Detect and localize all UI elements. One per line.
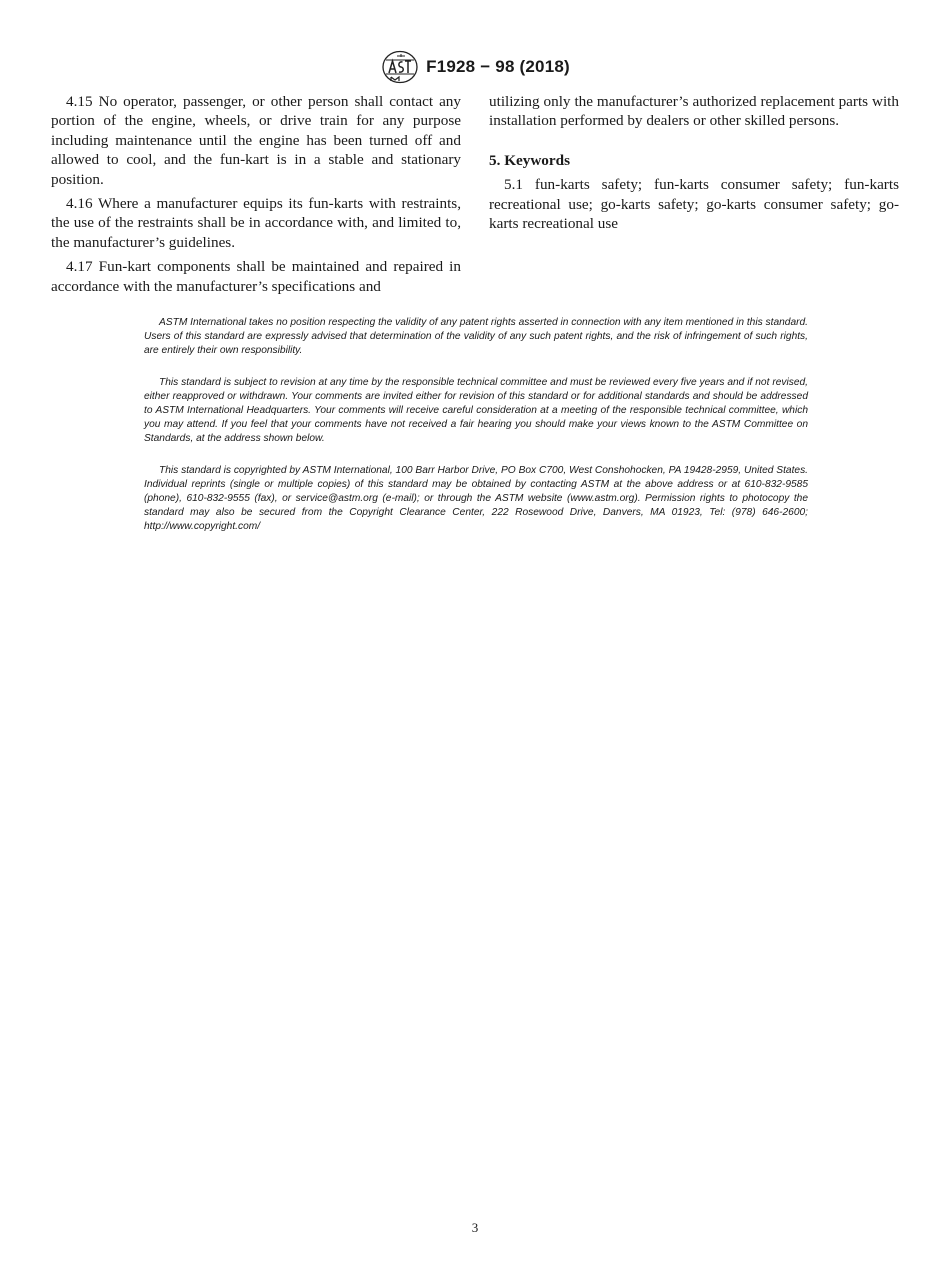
revision-notice: This standard is subject to revision at any time by the responsible technical committee and must be reviewed every five years and if not revised, either reapproved or withdrawn. Your comments are invited either for revision of this standard or for additional standards and should be addressed to ASTM International Headquarters. Your comments will receive careful consideration at a meeting of the responsible technical committee, which you may attend. If you feel that your comments have not received a fair hearing you should make your views known to the ASTM Committee on Standards, at the address shown below. <box>144 377 808 444</box>
copyright-notice: This standard is copyrighted by ASTM International, 100 Barr Harbor Drive, PO Box C700, West Conshohocken, PA 19428-2959, United States. Individual reprints (single or multiple copies) of this standard may be obtained by contacting ASTM at the above address or at 610-832-9585 (phone), 610-832-9555 (fax), or service@astm.org (e-mail); or through the ASTM website (www.astm.org). Permission rights to photocopy the standard may also be secured from the Copyright Clearance Center, 222 Rosewood Drive, Danvers, MA 01923, Tel: (978) 646-2600; http://www.copyright.com/ <box>144 465 808 532</box>
keywords-paragraph: 5.1 fun-karts safety; fun-karts consumer safety; fun-karts recreational use; go-karts safety; go-karts consumer safety; go-karts recreational use <box>489 176 899 233</box>
standard-designation: F1928 − 98 (2018) <box>426 57 570 76</box>
patent-notice: ASTM International takes no position respecting the validity of any patent rights asserted in connection with any item mentioned in this standard. Users of this standard are expressly advised that determination of the validity of any such patent rights, and the risk of infringement of such rights, are entirely their own responsibility. <box>144 317 808 356</box>
astm-logo-icon <box>380 50 420 84</box>
footer-notes <box>144 316 808 552</box>
section-4-17-continuation: utilizing only the manufacturer’s authorized replacement parts with installation performed by dealers or other skilled persons. <box>489 93 899 130</box>
page-number: 3 <box>471 1220 479 1235</box>
keywords-heading: 5. Keywords <box>489 151 570 169</box>
section-4-15-paragraph: 4.15 No operator, passenger, or other person shall contact any portion of the engine, wheels, or drive train for any purpose including maintenance until the engine has been turned off and allowed to cool, and the fun-kart is in a stable and stationary position. <box>51 93 461 188</box>
left-column <box>51 92 461 301</box>
page-header <box>0 50 950 84</box>
section-4-16-paragraph: 4.16 Where a manufacturer equips its fun-karts with restraints, the use of the restraints shall be in accordance with, and limited to, the manufacturer’s guidelines. <box>51 195 461 251</box>
section-4-17-paragraph: 4.17 Fun-kart components shall be maintained and repaired in accordance with the manufacturer’s specifications and <box>51 258 461 295</box>
right-column <box>489 92 899 238</box>
